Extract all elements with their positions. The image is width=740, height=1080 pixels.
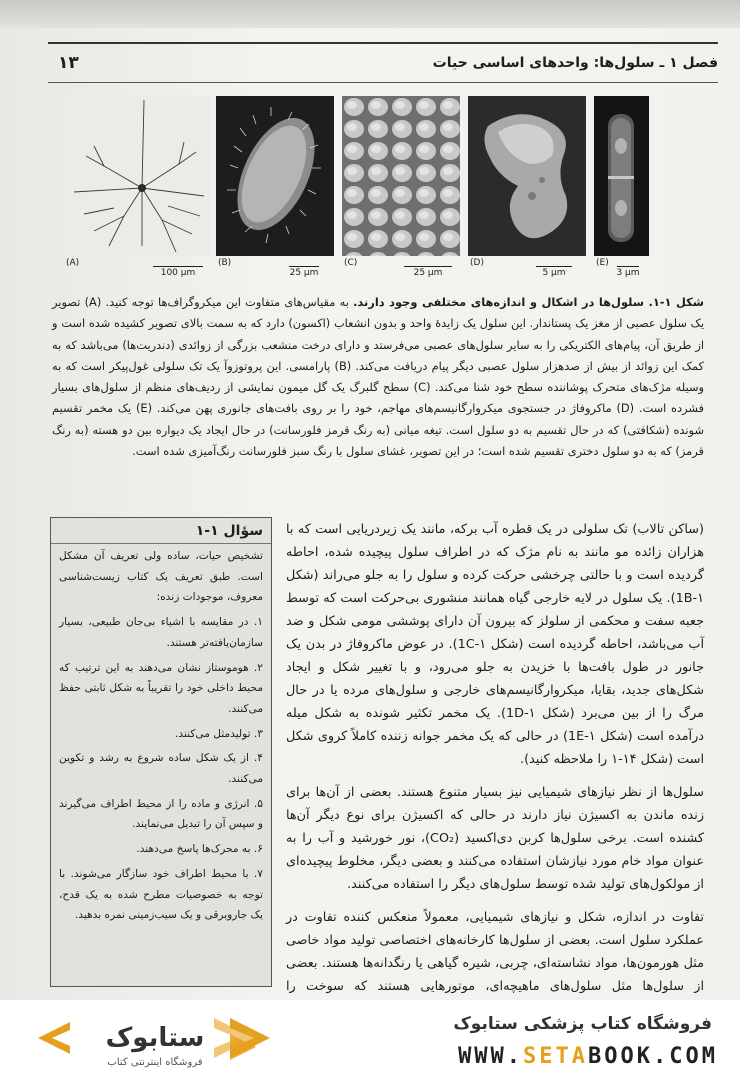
panel-d-scale-label: 5 μm <box>542 268 566 278</box>
setabook-logo[interactable] <box>30 1012 280 1072</box>
question-item: ۴. از یک شکل ساده شروع به رشد و تکوین می‌کنند. <box>59 752 263 786</box>
panel-c-scale-label: 25 μm <box>413 268 443 278</box>
panel-e-scale-label: 3 μm <box>616 268 640 278</box>
panel-d-scale <box>526 266 582 278</box>
scale-bar <box>536 266 572 267</box>
figure-caption <box>52 292 704 462</box>
url-suffix: BOOK.COM <box>588 1044 718 1069</box>
question-title: سؤال ۱-۱ <box>51 518 271 544</box>
store-url[interactable] <box>458 1044 718 1069</box>
panel-a <box>64 96 210 278</box>
panel-c-scale <box>400 266 456 278</box>
question-item: ۲. هوموستاز نشان می‌دهند به این ترتیب که محیط داخلی خود را تقریباً به شکل ثابتی حفظ می‌کنند. <box>59 661 263 715</box>
panel-b-letter: (B) <box>218 258 232 268</box>
question-intro: تشخیص حیات، ساده ولی تعریف آن مشکل است. طبق تعریف یک کتاب زیست‌شناسی معروف، موجودات زنده: <box>59 550 263 604</box>
page-top-shadow <box>0 0 740 28</box>
question-item: ۵. انرژی و ماده را از محیط اطراف می‌گیرند و سپس آن را تبدیل می‌نمایند. <box>59 797 263 831</box>
watermark-footer <box>0 1000 740 1080</box>
question-item: ۶. به محرک‌ها پاسخ می‌دهند. <box>136 843 263 856</box>
panel-e <box>594 96 649 278</box>
caption-lead: شکل ۱-۱. سلول‌ها در اشکال و اندازه‌های مختلفی وجود دارند. <box>353 295 704 309</box>
main-text-column <box>286 518 704 1000</box>
logo-wordmark: ستابوک <box>105 1023 205 1053</box>
panel-d <box>468 96 586 278</box>
store-name: فروشگاه کتاب پزشکی ستابوک <box>453 1014 712 1034</box>
panel-a-letter: (A) <box>66 258 80 268</box>
paramecium-micrograph-image <box>216 96 334 256</box>
panel-e-letter: (E) <box>596 258 609 268</box>
logo-chevrons-icon <box>214 1018 270 1060</box>
fission-yeast-micrograph-image <box>594 96 649 256</box>
logo-subtitle: فروشگاه اینترنتی کتاب <box>107 1057 203 1068</box>
petal-surface-micrograph-image <box>342 96 460 256</box>
page-header <box>48 42 718 83</box>
chapter-title: فصل ۱ ـ سلول‌ها: واحدهای اساسی حیات <box>432 55 718 71</box>
panel-c <box>342 96 460 278</box>
page-number: ۱۳ <box>58 53 79 73</box>
panel-e-scale <box>608 266 648 278</box>
body-paragraph-1: (ساکن تالاب) تک سلولی در یک قطره آب برکه، مانند یک زیردریایی است که با هزاران زائده مو مانند به نام مژک که در اطراف سلول پیچیده شده، احاطه گردیده است و با حالتی چرخشی حرکت کرده و سلول را به جلو می‌راند (شکل 1B-۱). یک سلول در لایه خارجی گیاه همانند منشوری بی‌حرکت است که توسط جعبه سفت و محکمی از سلولز که بیرون آن دارای پوششی مومی شکل و ضد آب می‌باشد، احاطه گردیده است (شکل 1C-۱). در عوض ماکروفاژ در بدن یک جانور در طول بافت‌ها با خزیدن به جلو می‌رود، و با تغییر شکل و ایجاد شکل‌های جدید، بقایا، میکروارگانیسم‌های خارجی و سلول‌های مرده یا در حال مرگ را از بین می‌برد (شکل 1D-۱). یک مخمر تکثیر شونده به شکل میله درآمده است (شکل 1E-۱) در حالی که یک مخمر جوانه زننده کاملاً کروی شکل است (شکل ۱۴-۱ را ملاحظه کنید). <box>286 522 704 767</box>
macrophage-micrograph-image <box>468 96 586 256</box>
url-highlight: SETA <box>523 1044 589 1069</box>
scale-bar <box>289 266 319 267</box>
panel-a-scale-label: 100 μm <box>160 268 196 278</box>
logo-left-chevrons-icon <box>38 1022 70 1054</box>
scale-bar <box>617 266 639 267</box>
figure-1-1 <box>64 96 649 276</box>
body-paragraph-2: سلول‌ها از نظر نیازهای شیمیایی نیز بسیار متنوع هستند. بعضی از آن‌ها برای زنده ماندن به اکسیژن نیاز دارند در حالی که اکسیژن برای نوع دیگر آن‌ها کشنده است. برخی سلول‌ها کربن دی‌اکسید (CO₂)، نور خورشید و آب را به عنوان مواد خام مورد نیازشان استفاده می‌کنند و بعضی دیگر، مخلوط پیچیده‌ای از مولکول‌های تولید شده توسط سلول‌های دیگر را استفاده می‌کنند. <box>286 785 704 892</box>
neuron-micrograph-image <box>64 96 210 256</box>
panel-c-letter: (C) <box>344 258 358 268</box>
panel-b-scale <box>278 266 330 278</box>
scale-bar <box>153 266 203 267</box>
question-item: ۱. در مقایسه با اشیاء بی‌جان طبیعی، بسیار سازمان‌یافته‌تر هستند. <box>59 616 263 649</box>
scale-bar <box>404 266 452 267</box>
question-item: ۳. تولیدمثل می‌کنند. <box>175 727 263 740</box>
caption-text: به مقیاس‌های متفاوت این میکروگراف‌ها توجه کنید. (A) تصویر یک سلول عصبی از مغز یک پستاندار. این سلول یک زایدهٔ واحد و بدون انشعاب (اکسون) دارد که به سمت بالای تصویر کشیده شده است و از طریق آن، پیام‌های الکتریکی را به سایر سلول‌های عصبی می‌فرستد و دارای درخت منشعب بزرگی از زوائدی (دندریت‌ها) می‌باشد که به کمک این زوائد از بیش از صدهزار سلول عصبی دیگر پیام دریافت می‌کند. (B) پارامسی. این پروتوزوآ یک تک سلولی غول‌پیکر است که به وسیله مژک‌های متحرک پوشاننده سطح خود شنا می‌کند. (C) سطح گلبرگ یک گل میمون نمایشی از ردیف‌های منظم از سلول‌های بسیار فشرده است. (D) ماکروفاژ در جستجوی میکروارگانیسم‌های مهاجم، خود را بر روی بافت‌های جانوری پهن می‌کند. (E) یک مخمر تقسیم شونده (شکافتی) که در حال تقسیم به دو سلول است. تیغه میانی (به رنگ قرمز فلورسانت) در حال ایجاد یک دیواره بین دو هسته (به رنگ قرمز) که به دو سلول دختری تقسیم شده است؛ در این تصویر، غشای سلول با رنگ سبز فلورسانت رنگ‌آمیزی شده است. <box>52 295 704 459</box>
question-item: ۷. با محیط اطراف خود سازگار می‌شوند. با توجه به خصوصیات مطرح شده به یک قدح، یک جاروبرقی و یک سیب‌زمینی نمره بدهید. <box>59 867 263 922</box>
question-box <box>50 517 272 987</box>
panel-a-scale <box>150 266 206 278</box>
panel-b <box>216 96 334 278</box>
url-prefix: WWW. <box>458 1044 524 1069</box>
body-paragraph-3: تفاوت در اندازه، شکل و نیازهای شیمیایی، معمولاً منعکس کننده تفاوت در عملکرد سلول است. بعضی از سلول‌ها کارخانه‌های اختصاصی تولید مواد خاصی مثل هورمون‌ها، مواد نشاسته‌ای، چربی، شیره گیاهی یا رنگدانه‌ها هستند. بعضی از سلول‌ها مثل سلول‌های ماهیچه‌ای، موتورهایی هستند که سوخت را <box>286 910 704 994</box>
question-body <box>51 544 271 932</box>
panel-b-scale-label: 25 μm <box>289 268 319 278</box>
panel-d-letter: (D) <box>470 258 484 268</box>
